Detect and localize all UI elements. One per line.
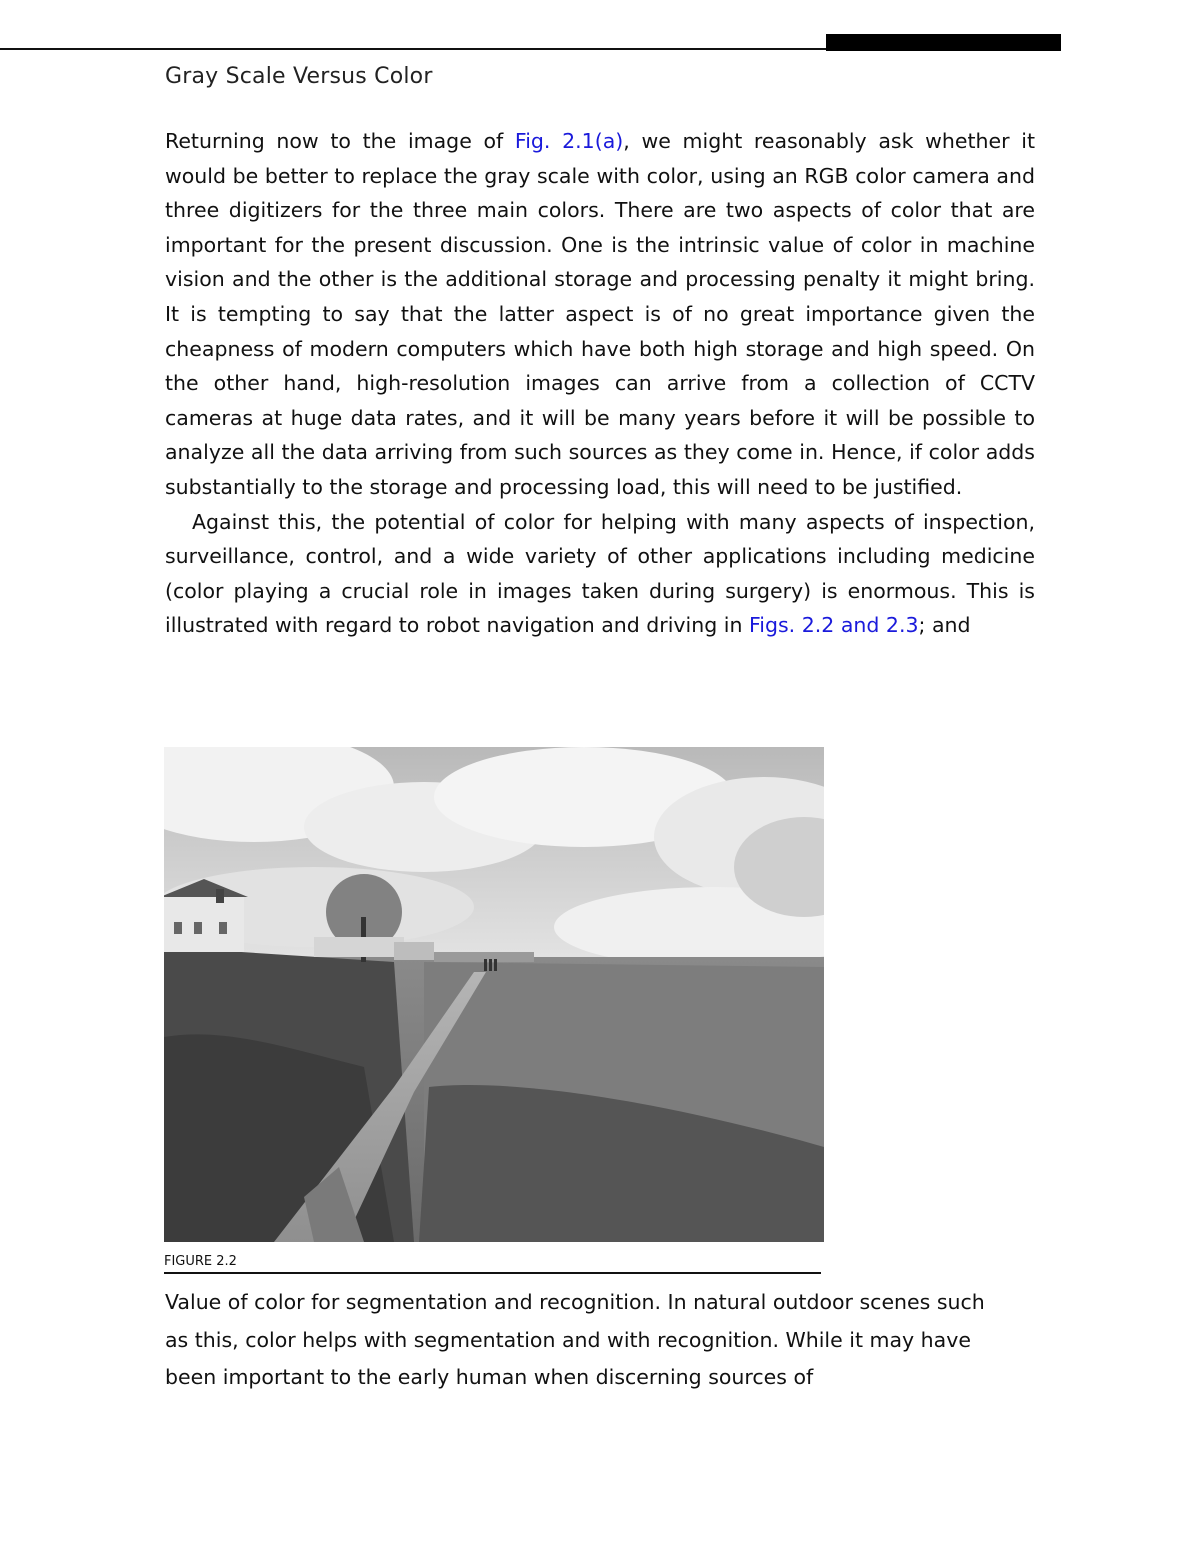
p1-text-end: , we might reasonably ask whether it would be better to replace the gray scale with color, using an RGB color camera and three digitizers for the three main colors. There are two aspects of color that are important for the present discussion. One is the intrinsic value of color in machine vision and the other is the additional storage and processing penalty it might bring. It is tempting to say that the latter aspect is of no great importance given the cheapness of modern computers which have both high storage and high speed. On the other hand, high-resolution images can arrive from a collection of CCTV cameras at huge data rates, and it will be many years before it will be possible to analyze all the data arriving from such sources as they come in. Hence, if color adds substantially to the storage and processing load, this will need to be justified. [165, 129, 1035, 499]
figure-rule [164, 1272, 821, 1274]
figure-caption: Value of color for segmentation and recognition. In natural outdoor scenes such as this, color helps with segmentation and with recognition. While it may have been important to the early human when discerning sources of [165, 1290, 985, 1389]
paragraph-2 [165, 505, 1035, 643]
p1-text-start: Returning now to the image of [165, 129, 515, 153]
running-head: Gray Scale Versus Color [165, 64, 433, 89]
figure-link-2-2-2-3[interactable]: Figs. 2.2 and 2.3 [748, 613, 919, 638]
header-rule-block [826, 34, 1061, 51]
paragraph-1 [165, 124, 1035, 505]
header-rule [0, 48, 826, 50]
body-text [165, 124, 1035, 643]
figure-label: FIGURE 2.2 [164, 1254, 237, 1269]
figure-link-2-1a[interactable]: Fig. 2.1(a) [514, 129, 624, 153]
landscape-photo [164, 747, 824, 1242]
p2-text-end: ; and [918, 613, 971, 638]
p2-text-start: Against this, the potential of color for helping with many aspects of inspection, surveillance, control, and a wide variety of other applications including medicine (color playing a crucial role in images taken during surgery) is enormous. This is illustrated with regard to robot navigation and driving in [165, 509, 1035, 638]
figure-photo [164, 747, 824, 1242]
